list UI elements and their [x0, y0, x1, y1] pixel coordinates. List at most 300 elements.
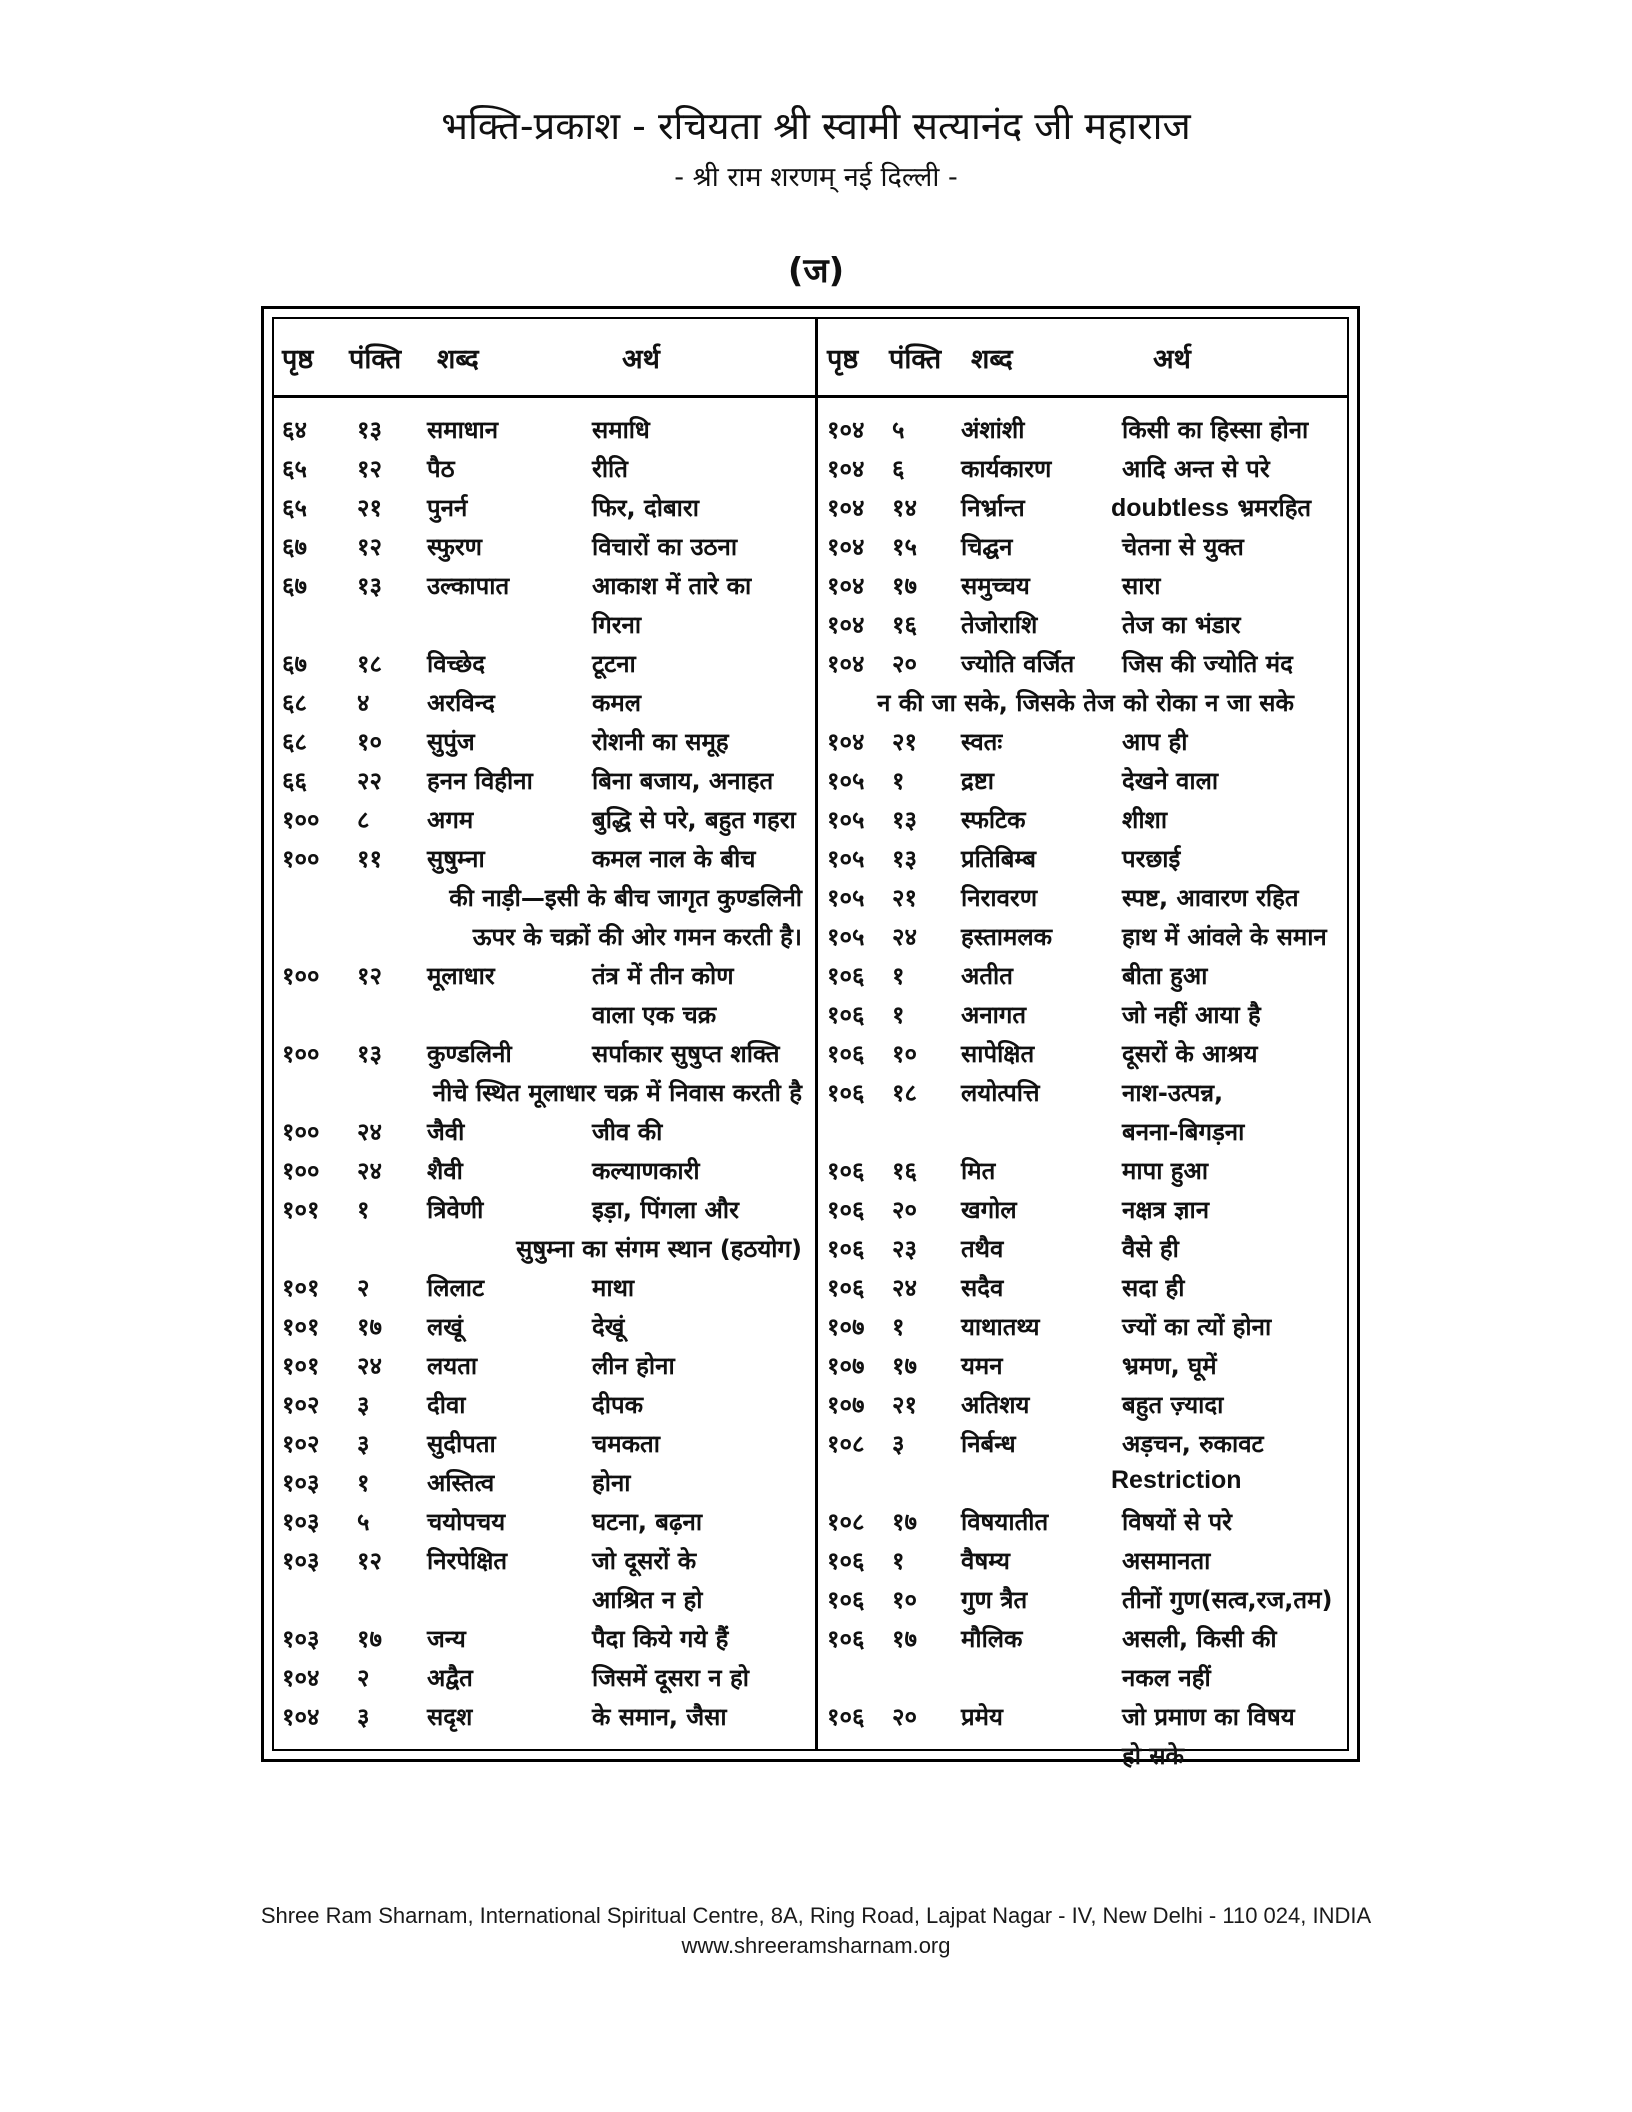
table-row — [823, 1577, 1348, 1616]
line-number: १६ — [892, 1157, 917, 1185]
meaning: रीति — [592, 455, 628, 483]
word: मौलिक — [961, 1625, 1023, 1653]
header-page: पृष्ठ — [282, 344, 314, 375]
line-number: ६ — [892, 455, 905, 483]
page-number: १०६ — [827, 1001, 865, 1029]
word: मूलाधार — [427, 962, 495, 990]
line-number: २४ — [357, 1352, 382, 1380]
page-number: १०२ — [282, 1391, 320, 1419]
page-number: १०४ — [827, 494, 865, 522]
word: स्वतः — [961, 728, 1003, 756]
table-row — [274, 1382, 810, 1421]
table-row — [274, 1148, 810, 1187]
table-row — [823, 1109, 1348, 1148]
page-number: १०६ — [827, 1157, 865, 1185]
table-row — [823, 1538, 1348, 1577]
line-number: २ — [357, 1274, 370, 1302]
table-row — [274, 953, 810, 992]
line-number: १७ — [892, 1508, 917, 1536]
line-number: १ — [892, 962, 905, 990]
meaning: असमानता — [1122, 1547, 1211, 1575]
word: मित — [961, 1157, 996, 1185]
meaning: पैदा किये गये हैं — [592, 1625, 729, 1653]
word: चयोपचय — [427, 1508, 506, 1536]
table-row — [823, 719, 1348, 758]
table-row — [823, 446, 1348, 485]
meaning: जीव की — [592, 1118, 663, 1146]
left-column — [274, 319, 810, 1733]
meaning: जिसमें दूसरा न हो — [592, 1664, 749, 1692]
meaning: असली, किसी की — [1122, 1625, 1277, 1653]
table-row — [274, 1265, 810, 1304]
table-row — [823, 1499, 1348, 1538]
page-number: ६५ — [282, 455, 307, 483]
meaning: लीन होना — [592, 1352, 675, 1380]
meaning: कमल नाल के बीच — [592, 845, 756, 873]
table-row — [274, 1109, 810, 1148]
word: अस्तित्व — [427, 1469, 495, 1497]
table-row — [274, 875, 810, 914]
table-row — [823, 1031, 1348, 1070]
table-row — [823, 1148, 1348, 1187]
line-number: ४ — [357, 689, 370, 717]
page-number: १०८ — [827, 1430, 865, 1458]
line-number: ५ — [357, 1508, 370, 1536]
line-number: १३ — [357, 1040, 382, 1068]
meaning: के समान, जैसा — [592, 1703, 727, 1731]
table-row — [823, 1616, 1348, 1655]
line-number: ३ — [357, 1703, 370, 1731]
glossary-table — [261, 306, 1360, 1770]
line-number: २० — [892, 1196, 917, 1224]
continuation-text: नीचे स्थित मूलाधार चक्र में निवास करती है — [432, 1079, 802, 1107]
page-title: भक्ति-प्रकाश - रचियता श्री स्वामी सत्यानंद जी महाराज — [441, 104, 1191, 148]
meaning: हो सके — [1122, 1742, 1184, 1770]
word: पैठ — [427, 455, 455, 483]
page-number: १०० — [282, 806, 320, 834]
meaning: समाधि — [592, 416, 650, 444]
table-row — [274, 602, 810, 641]
page-number: १०४ — [282, 1703, 320, 1731]
meaning: इड़ा, पिंगला और — [592, 1196, 739, 1224]
meaning: बुद्धि से परे, बहुत गहरा — [592, 806, 796, 834]
line-number: १३ — [357, 572, 382, 600]
word: तथैव — [961, 1235, 1004, 1263]
page-footer — [0, 1901, 1632, 1961]
word: सुषुम्ना — [427, 845, 485, 873]
word: सापेक्षित — [961, 1040, 1035, 1068]
page-number: १०६ — [827, 1079, 865, 1107]
line-number: ८ — [357, 806, 370, 834]
line-number: १ — [357, 1469, 370, 1497]
page-number: १०७ — [827, 1352, 865, 1380]
page-number: १०० — [282, 1040, 320, 1068]
line-number: ३ — [357, 1430, 370, 1458]
meaning: बनना-बिगड़ना — [1122, 1118, 1245, 1146]
line-number: २४ — [892, 923, 917, 951]
meaning: घटना, बढ़ना — [592, 1508, 703, 1536]
meaning: रोशनी का समूह — [592, 728, 729, 756]
page-number: ६८ — [282, 689, 307, 717]
page-number: ६६ — [282, 767, 307, 795]
table-row — [274, 1616, 810, 1655]
meaning: गिरना — [592, 611, 642, 639]
header-meaning: अर्थ — [622, 344, 660, 375]
meaning: जिस की ज्योति मंद — [1122, 650, 1293, 678]
line-number: २१ — [892, 1391, 917, 1419]
line-number: २१ — [357, 494, 382, 522]
word: गुण त्रैत — [961, 1586, 1028, 1614]
line-number: १३ — [892, 845, 917, 873]
meaning: देखूं — [592, 1313, 625, 1341]
table-row — [823, 524, 1348, 563]
page-number: १०४ — [827, 650, 865, 678]
table-row — [274, 407, 810, 446]
word: तेजोराशि — [961, 611, 1038, 639]
line-number: १० — [892, 1586, 917, 1614]
table-row — [823, 1655, 1348, 1694]
page-header — [0, 100, 1632, 200]
page-number: ६७ — [282, 533, 307, 561]
meaning: ज्यों का त्यों होना — [1122, 1313, 1272, 1341]
continuation-text: ऊपर के चक्रों की ओर गमन करती है। — [472, 923, 802, 951]
page-number: १०४ — [827, 416, 865, 444]
table-row — [823, 602, 1348, 641]
meaning: दूसरों के आश्रय — [1122, 1040, 1258, 1068]
word: सुदीपता — [427, 1430, 496, 1458]
meaning: देखने वाला — [1122, 767, 1219, 795]
page-number: १०१ — [282, 1274, 320, 1302]
word: त्रिवेणी — [427, 1196, 484, 1224]
table-row — [823, 563, 1348, 602]
word: स्फटिक — [961, 806, 1026, 834]
line-number: १ — [357, 1196, 370, 1224]
meaning: होना — [592, 1469, 631, 1497]
page-number: १०६ — [827, 962, 865, 990]
table-row — [823, 797, 1348, 836]
meaning: तीनों गुण(सत्व,रज,तम) — [1122, 1586, 1333, 1614]
word: अनागत — [961, 1001, 1027, 1029]
page-number: १०५ — [827, 767, 865, 795]
word: वैषम्य — [961, 1547, 1010, 1575]
line-number: १७ — [357, 1313, 382, 1341]
table-row — [823, 1382, 1348, 1421]
page-number: १०३ — [282, 1625, 320, 1653]
meaning: आश्रित न हो — [592, 1586, 703, 1614]
page-number: १०४ — [827, 728, 865, 756]
meaning: मापा हुआ — [1122, 1157, 1209, 1185]
page-number: १०१ — [282, 1196, 320, 1224]
word: उल्कापात — [427, 572, 510, 600]
line-number: १७ — [892, 572, 917, 600]
meaning-english: doubtless — [1111, 494, 1230, 522]
word: यमन — [961, 1352, 1003, 1380]
meaning: किसी का हिस्सा होना — [1122, 416, 1309, 444]
line-number: १ — [892, 1001, 905, 1029]
table-row — [823, 1694, 1348, 1733]
page-number: १०३ — [282, 1469, 320, 1497]
page-number: १०६ — [827, 1586, 865, 1614]
word: अद्वैत — [427, 1664, 473, 1692]
line-number: ११ — [357, 845, 382, 873]
word: अरविन्द — [427, 689, 495, 717]
meaning: चेतना से युक्त — [1122, 533, 1244, 561]
line-number: १० — [892, 1040, 917, 1068]
page-number: ६८ — [282, 728, 307, 756]
word: स्फुरण — [427, 533, 483, 561]
word: सुपुंज — [427, 728, 475, 756]
meaning: परछाई — [1122, 845, 1181, 873]
continuation-text: सुषुम्ना का संगम स्थान (हठयोग) — [516, 1235, 802, 1263]
header-line: पंक्ति — [889, 344, 942, 375]
table-row — [274, 1343, 810, 1382]
table-row — [823, 641, 1348, 680]
table-row — [823, 1733, 1348, 1772]
page-number: १०० — [282, 962, 320, 990]
table-row — [823, 914, 1348, 953]
page-number: ६७ — [282, 572, 307, 600]
meaning: जो नहीं आया है — [1122, 1001, 1261, 1029]
word: कुण्डलिनी — [427, 1040, 512, 1068]
table-row — [274, 680, 810, 719]
meaning: सारा — [1122, 572, 1161, 600]
table-row — [274, 1421, 810, 1460]
page-number: १०५ — [827, 845, 865, 873]
meaning: बहुत ज़्यादा — [1122, 1391, 1224, 1419]
word: निर्भ्रान्त — [961, 494, 1025, 522]
meaning: वाला एक चक्र — [592, 1001, 717, 1029]
word: द्रष्टा — [961, 767, 994, 795]
meaning: वैसे ही — [1122, 1235, 1179, 1263]
line-number: १ — [892, 1313, 905, 1341]
word: हस्तामलक — [961, 923, 1053, 951]
table-row — [823, 836, 1348, 875]
page-number: १०६ — [827, 1196, 865, 1224]
word: सदृश — [427, 1703, 473, 1731]
page-number: १०६ — [827, 1040, 865, 1068]
word: कार्यकारण — [961, 455, 1052, 483]
meaning: जो दूसरों के — [592, 1547, 697, 1575]
table-row — [823, 1343, 1348, 1382]
page-number: १०६ — [827, 1703, 865, 1731]
table-row — [823, 758, 1348, 797]
word: हनन विहीना — [427, 767, 533, 795]
table-row — [274, 758, 810, 797]
page-number: १०६ — [827, 1625, 865, 1653]
footer-website[interactable]: www.shreeramsharnam.org — [681, 1933, 951, 1958]
page-number: १०६ — [827, 1235, 865, 1263]
table-row — [274, 914, 810, 953]
word: जन्य — [427, 1625, 466, 1653]
word: समुच्चय — [961, 572, 1030, 600]
column-divider — [815, 319, 818, 1749]
line-number: १३ — [892, 806, 917, 834]
meaning: नकल नहीं — [1122, 1664, 1211, 1692]
meaning-hindi: भ्रमरहित — [1237, 494, 1312, 522]
table-row — [274, 1031, 810, 1070]
word: लखूं — [427, 1313, 463, 1341]
meaning: चमकता — [592, 1430, 660, 1458]
table-row — [274, 1187, 810, 1226]
line-number: १५ — [892, 533, 917, 561]
table-row — [274, 836, 810, 875]
meaning: नाश-उत्पन्न, — [1122, 1079, 1224, 1107]
word: अंशांशी — [961, 416, 1025, 444]
page-number: १०४ — [827, 455, 865, 483]
meaning: नक्षत्र ज्ञान — [1122, 1196, 1210, 1224]
left-header-row — [274, 319, 810, 395]
table-row — [274, 719, 810, 758]
continuation-text: न की जा सके, जिसके तेज को रोका न जा सके — [877, 689, 1294, 717]
table-row — [823, 407, 1348, 446]
page-number: १०१ — [282, 1352, 320, 1380]
page-number: १०४ — [827, 533, 865, 561]
table-row — [274, 446, 810, 485]
footer-address: Shree Ram Sharnam, International Spiritual Centre, 8A, Ring Road, Lajpat Nagar - IV, New Delhi - 110 024, INDIA — [260, 1903, 1372, 1928]
page-number: ६७ — [282, 650, 307, 678]
line-number: २१ — [892, 884, 917, 912]
page-number: १०३ — [282, 1508, 320, 1536]
line-number: २१ — [892, 728, 917, 756]
line-number: १ — [892, 1547, 905, 1575]
page-number: १०२ — [282, 1430, 320, 1458]
word: पुनर्न — [427, 494, 468, 522]
meaning: विचारों का उठना — [592, 533, 738, 561]
page-number: १०४ — [827, 572, 865, 600]
table-row — [823, 1460, 1348, 1499]
right-rows — [823, 395, 1348, 1772]
word: प्रतिबिम्ब — [961, 845, 1036, 873]
table-row — [823, 485, 1348, 524]
header-word: शब्द — [437, 344, 479, 375]
line-number: १२ — [357, 533, 382, 561]
meaning: सदा ही — [1122, 1274, 1185, 1302]
line-number: ५ — [892, 416, 905, 444]
meaning: विषयों से परे — [1122, 1508, 1232, 1536]
meaning: बिना बजाय, अनाहत — [592, 767, 774, 795]
line-number: १० — [357, 728, 382, 756]
table-row — [823, 680, 1348, 719]
table-row — [823, 1421, 1348, 1460]
page-number: ६४ — [282, 416, 307, 444]
header-word: शब्द — [971, 344, 1013, 375]
word: शैवी — [427, 1157, 463, 1185]
table-row — [823, 1070, 1348, 1109]
meaning: माथा — [592, 1274, 635, 1302]
meaning: फिर, दोबारा — [592, 494, 699, 522]
table-row — [823, 1226, 1348, 1265]
table-row — [274, 1538, 810, 1577]
page-number: १०४ — [282, 1664, 320, 1692]
table-row — [274, 524, 810, 563]
word: निरावरण — [961, 884, 1038, 912]
line-number: १२ — [357, 1547, 382, 1575]
word: सदैव — [961, 1274, 1004, 1302]
table-row — [274, 1070, 810, 1109]
meaning: तेज का भंडार — [1122, 611, 1241, 639]
table-row — [274, 563, 810, 602]
header-page: पृष्ठ — [827, 344, 859, 375]
word: निरपेक्षित — [427, 1547, 508, 1575]
page-number: १०५ — [827, 884, 865, 912]
page-subtitle: - श्री राम शरणम् नई दिल्ली - — [674, 162, 958, 193]
glossary-table-inner — [272, 317, 1349, 1770]
table-row — [823, 1265, 1348, 1304]
meaning — [1111, 1466, 1242, 1495]
line-number: ३ — [357, 1391, 370, 1419]
page-number: १०४ — [827, 611, 865, 639]
word: अतिशय — [961, 1391, 1030, 1419]
page-number: १०५ — [827, 923, 865, 951]
line-number: १२ — [357, 962, 382, 990]
section-label: (ज) — [787, 251, 845, 291]
meaning: आदि अन्त से परे — [1122, 455, 1270, 483]
meaning: शीशा — [1122, 806, 1168, 834]
page-number: १०३ — [282, 1547, 320, 1575]
word: जैवी — [427, 1118, 465, 1146]
line-number: १३ — [357, 416, 382, 444]
line-number: ३ — [892, 1430, 905, 1458]
word: लिलाट — [427, 1274, 485, 1302]
word: अगम — [427, 806, 474, 834]
word: खगोल — [961, 1196, 1017, 1224]
table-row — [274, 1655, 810, 1694]
line-number: १८ — [892, 1079, 917, 1107]
line-number: १ — [892, 767, 905, 795]
word: चिद्घन — [961, 533, 1013, 561]
line-number: २४ — [892, 1274, 917, 1302]
meaning: टूटना — [592, 650, 636, 678]
table-row — [823, 1304, 1348, 1343]
table-row — [274, 992, 810, 1031]
table-row — [274, 641, 810, 680]
meaning: तंत्र में तीन कोण — [592, 962, 734, 990]
meaning: स्पष्ट, आवारण रहित — [1122, 884, 1299, 912]
line-number: २४ — [357, 1157, 382, 1185]
meaning: कल्याणकारी — [592, 1157, 700, 1185]
meaning: हाथ में आंवले के समान — [1122, 923, 1327, 951]
page-number: १०० — [282, 1157, 320, 1185]
word: विषयातीत — [961, 1508, 1049, 1536]
line-number: २२ — [357, 767, 382, 795]
meaning: कमल — [592, 689, 642, 717]
table-row — [274, 1226, 810, 1265]
table-row — [823, 992, 1348, 1031]
line-number: २३ — [892, 1235, 917, 1263]
line-number: १८ — [357, 650, 382, 678]
word: प्रमेय — [961, 1703, 1003, 1731]
meaning: सर्पाकार सुषुप्त शक्ति — [592, 1040, 780, 1068]
line-number: २० — [892, 650, 917, 678]
table-row — [274, 797, 810, 836]
table-row — [274, 485, 810, 524]
word: विच्छेद — [427, 650, 485, 678]
line-number: १७ — [892, 1352, 917, 1380]
word: निर्बन्ध — [961, 1430, 1016, 1458]
line-number: १२ — [357, 455, 382, 483]
word: लयता — [427, 1352, 478, 1380]
page-number: १०० — [282, 1118, 320, 1146]
meaning: आप ही — [1122, 728, 1188, 756]
meaning: दीपक — [592, 1391, 644, 1419]
table-row — [274, 1577, 810, 1616]
table-row — [274, 1694, 810, 1733]
line-number: १४ — [892, 494, 917, 522]
meaning-english: Restriction — [1111, 1466, 1242, 1494]
right-header-row — [823, 319, 1348, 395]
table-row — [274, 1304, 810, 1343]
meaning: बीता हुआ — [1122, 962, 1208, 990]
